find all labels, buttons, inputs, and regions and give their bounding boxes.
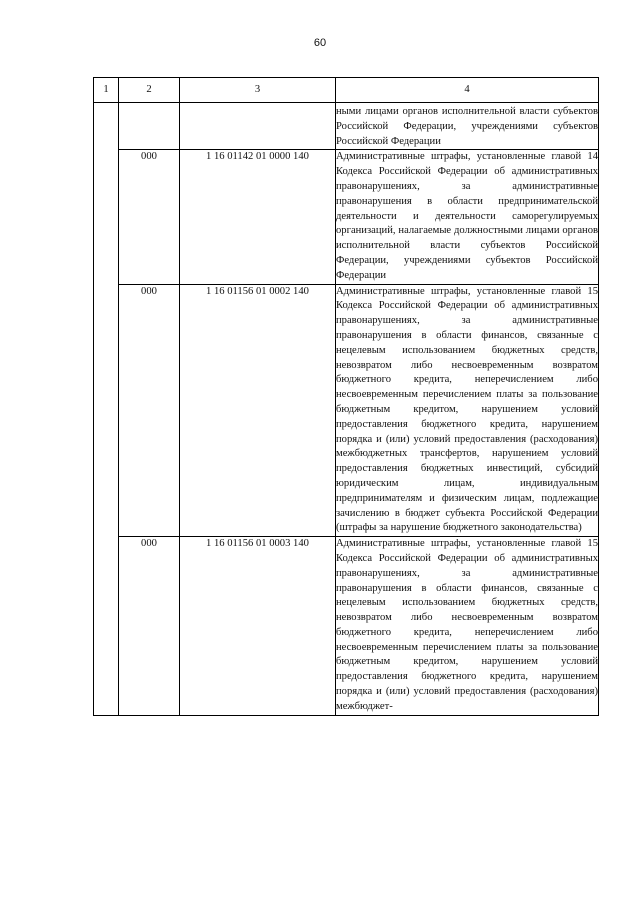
header-col-1: 1 <box>94 78 119 103</box>
col-1-cell <box>94 103 119 716</box>
budget-codes-table <box>93 77 599 716</box>
revenue-code-cell: 1 16 01142 01 0000 140 <box>180 150 336 284</box>
table-row <box>94 103 599 150</box>
description-cell: Административные штрафы, установленные главой 15 Кодекса Российской Федерации об административных правонарушениях, за административные правонарушения в области финансов, связанные с нецелевым использованием бюджетных средств, невозвратом либо несвоевременным возвратом бюджетного кредита, неперечислением либо несвоевременным перечислением платы за пользование бюджетным кредитом, нарушением условий предоставления бюджетного кредита, нарушением порядка и (или) условий предоставления (расходования) межбюджетных трансфертов, нарушением условий предоставления бюджетных инвестиций, субсидий юридическим лицам, индивидуальным предпринимателям и физическим лицам, подлежащие зачислению в бюджет субъекта Российской Федерации (штрафы за нарушение бюджетного законодательства) <box>336 284 599 537</box>
admin-code-cell: 000 <box>119 537 180 716</box>
header-col-2: 2 <box>119 78 180 103</box>
description-cell: Административные штрафы, установленные главой 15 Кодекса Российской Федерации об административных правонарушениях, за административные правонарушения в области финансов, связанные с нецелевым использованием бюджетных средств, невозвратом либо несвоевременным возвратом бюджетного кредита, неперечислением либо несвоевременным перечислением платы за пользование бюджетным кредитом, нарушением условий предоставления бюджетного кредита, нарушением порядка и (или) условий предоставления (расходования) межбюджет- <box>336 537 599 716</box>
header-col-3: 3 <box>180 78 336 103</box>
table-row <box>94 537 599 716</box>
page-number: 60 <box>313 37 327 49</box>
description-cell: Административные штрафы, установленные главой 14 Кодекса Российской Федерации об административных правонарушениях, за административные правонарушения в области предпринимательской деятельности и деятельности саморегулируемых организаций, налагаемые должностными лицами органов исполнительной власти субъектов Российской Федерации, учреждениями субъектов Российской Федерации <box>336 150 599 284</box>
admin-code-cell <box>119 103 180 150</box>
table-row <box>94 284 599 537</box>
table-header-row <box>94 78 599 103</box>
header-col-4: 4 <box>336 78 599 103</box>
revenue-code-cell: 1 16 01156 01 0003 140 <box>180 537 336 716</box>
table-row <box>94 150 599 284</box>
admin-code-cell: 000 <box>119 150 180 284</box>
admin-code-cell: 000 <box>119 284 180 537</box>
revenue-code-cell: 1 16 01156 01 0002 140 <box>180 284 336 537</box>
revenue-code-cell <box>180 103 336 150</box>
description-cell: ными лицами органов исполнительной власти субъектов Российской Федерации, учреждениями субъектов Российской Федерации <box>336 103 599 150</box>
